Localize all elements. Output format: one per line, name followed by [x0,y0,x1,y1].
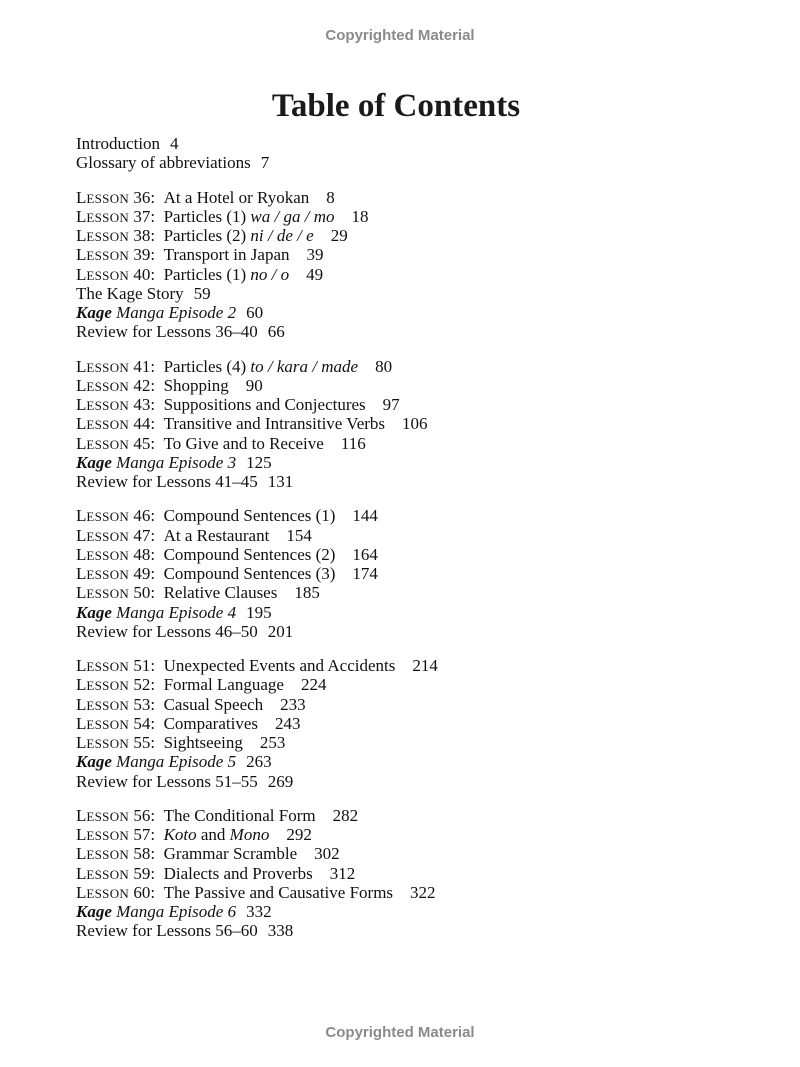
lesson-number: 44 [133,414,151,434]
lesson-number: 38 [133,226,151,245]
lesson-page: 80 [375,356,393,376]
lesson-entry [76,506,776,525]
lesson-number: 49 [133,564,151,583]
manga-episode-title [76,303,236,322]
lesson-title-part: Dialects and Proverbs [163,863,313,883]
lesson-word-rest: ESSON [86,586,130,602]
lesson-word-initial: L [76,356,87,376]
entry-page: 269 [267,771,294,791]
lesson-label: LESSON 59: [76,863,164,883]
entry-page: 125 [246,452,272,472]
lesson-number: 60 [133,882,151,902]
kage-word: Kage [76,902,112,921]
toc-entry [76,472,776,491]
lesson-title [164,506,336,525]
lesson-label: LESSON 50: [76,583,164,603]
lesson-word-rest: ESSON [86,509,130,525]
lesson-entry [76,357,776,376]
toc-entry [76,752,776,771]
entry-page: 59 [193,283,211,303]
entry-page: 201 [267,621,294,641]
lesson-word-initial: L [76,525,87,545]
lesson-word-rest: ESSON [86,885,130,901]
lesson-label: LESSON 51: [76,656,164,675]
lesson-page: 39 [306,245,324,265]
lesson-page: 302 [314,844,340,864]
lesson-entry [76,656,776,675]
lesson-number: 59 [133,863,151,883]
copyright-watermark-top: Copyrighted Material [325,27,475,44]
lesson-group [76,506,776,641]
lesson-entry [76,844,776,863]
lesson-word-initial: L [76,825,87,844]
lesson-page: 49 [306,264,324,284]
lesson-title [164,434,324,453]
kage-word: Kage [76,452,112,472]
lesson-label: LESSON 46: [76,506,164,526]
lesson-number: 50 [133,583,151,603]
entry-page: 263 [246,752,272,772]
lesson-title [164,844,298,863]
lesson-title-part: Particles (2) [163,226,251,245]
lesson-word-initial: L [76,506,87,526]
lesson-label: LESSON 44: [76,414,164,434]
lesson-word-rest: ESSON [86,659,130,674]
lesson-word-initial: L [76,206,87,226]
lesson-title-part: Compound Sentences (1) [163,506,336,526]
lesson-group [76,656,776,791]
lesson-title-part: Grammar Scramble [163,844,298,864]
lesson-title [164,864,313,883]
lesson-title [164,545,336,564]
toc-entry [76,603,776,622]
entry-page: 4 [170,134,179,153]
page-title: Table of Contents [271,88,521,124]
lesson-word-rest: ESSON [86,267,130,283]
lesson-title-part: At a Restaurant [163,525,270,545]
toc-entry [76,303,776,322]
lesson-number: 37 [133,206,151,226]
lesson-title [164,414,385,433]
entry-title: Review for Lessons 46–50 [76,621,258,641]
lesson-word-rest: ESSON [86,398,130,413]
lesson-word-initial: L [76,226,87,245]
lesson-word-rest: ESSON [86,248,130,264]
lesson-title-part: wa / ga / mo [250,206,335,226]
lesson-title-part: To Give and to Receive [163,433,324,453]
manga-episode-title [76,752,236,771]
lesson-word-rest: ESSON [86,417,130,433]
lesson-word-initial: L [76,733,87,752]
lesson-label: LESSON 58: [76,844,164,864]
manga-episode-title [76,603,236,622]
lesson-entry [76,545,776,564]
entry-page: 338 [267,921,294,941]
lesson-title-part: Relative Clauses [163,583,278,603]
lesson-word-rest: ESSON [86,678,130,694]
lesson-title-part: Mono [229,825,270,844]
lesson-entry [76,675,776,694]
lesson-label: LESSON 52: [76,675,164,695]
lesson-word-initial: L [76,395,87,414]
lesson-word-rest: ESSON [86,209,130,225]
lesson-word-rest: ESSON [86,359,130,375]
lesson-page: 174 [352,564,378,583]
lesson-entry [76,226,776,245]
lesson-title-part: Particles (1) [163,264,251,284]
lesson-word-rest: ESSON [86,847,130,863]
lesson-entry [76,395,776,414]
kage-word: Kage [76,303,112,322]
lesson-entry [76,434,776,453]
lesson-label: LESSON 45: [76,433,164,453]
lesson-number: 43 [133,395,151,414]
lesson-title-part: to / kara / made [250,356,359,376]
lesson-label: LESSON 40: [76,264,164,284]
entry-page: 332 [246,902,272,921]
lesson-word-rest: ESSON [86,866,130,882]
entry-title: Review for Lessons 56–60 [76,921,258,941]
entry-title: Review for Lessons 36–40 [76,322,258,342]
entry-title: Glossary of abbreviations [76,153,251,173]
entry-title: Review for Lessons 41–45 [76,472,258,491]
lesson-word-initial: L [76,583,87,603]
lesson-title [164,265,290,284]
lesson-word-initial: L [76,414,87,434]
lesson-title [164,583,278,602]
lesson-word-initial: L [76,882,87,902]
lesson-entry [76,864,776,883]
lesson-word-initial: L [76,544,87,564]
entry-page: 60 [246,303,264,322]
lesson-word-initial: L [76,375,87,395]
lesson-title [164,825,270,844]
lesson-page: 164 [352,544,378,564]
lesson-page: 282 [332,805,359,825]
toc-entry [76,921,776,940]
lesson-title-part: Compound Sentences (2) [163,544,336,564]
lesson-page: 8 [326,187,335,207]
lesson-group [76,806,776,941]
lesson-number: 47 [133,525,151,545]
entry-page: 131 [267,472,294,491]
lesson-page: 116 [340,433,366,453]
entry-title: The Kage Story [76,283,184,303]
toc-entry [76,322,776,341]
lesson-label: LESSON 47: [76,525,164,545]
lesson-number: 55 [133,733,151,752]
lesson-page: 154 [286,525,312,545]
lesson-entry [76,583,776,602]
lesson-title-part: Compound Sentences (3) [163,564,336,583]
lesson-page: 322 [410,882,436,902]
lesson-number: 53 [133,694,151,714]
lesson-label: LESSON 60: [76,882,164,902]
lesson-page: 233 [280,694,306,714]
lesson-title-part: Sightseeing [163,733,243,752]
lesson-word-initial: L [76,675,87,695]
lesson-word-rest: ESSON [86,190,130,206]
lesson-title [164,883,393,902]
lesson-number: 40 [133,264,151,284]
lesson-page: 185 [294,583,320,603]
lesson-group [76,357,776,492]
lesson-entry [76,207,776,226]
lesson-title [164,395,366,414]
lesson-number: 54 [133,713,151,733]
lesson-word-rest: ESSON [86,808,130,824]
kage-word: Kage [76,602,112,622]
lesson-label: LESSON 39: [76,245,164,265]
lesson-page: 292 [286,825,312,844]
lesson-number: 39 [133,245,151,265]
lesson-entry [76,714,776,733]
lesson-title-part: Transitive and Intransitive Verbs [163,414,386,434]
lesson-label: LESSON 55: [76,733,164,752]
lesson-group [76,188,776,342]
lesson-title-part: and [196,825,230,844]
lesson-entry [76,733,776,752]
lesson-label: LESSON 38: [76,226,164,245]
lesson-title [164,245,290,264]
lesson-entry [76,526,776,545]
lesson-label: LESSON 56: [76,805,164,825]
lesson-title-part: no / o [250,264,290,284]
lesson-label: LESSON 42: [76,375,164,395]
lesson-word-initial: L [76,245,87,265]
lesson-title [164,695,264,714]
table-of-contents [76,134,776,956]
lesson-label: LESSON 36: [76,187,164,207]
episode-name: Manga Episode 3 [111,452,237,472]
lesson-number: 41 [133,356,151,376]
lesson-number: 57 [133,825,151,844]
lesson-title [164,376,229,395]
manga-episode-title [76,902,236,921]
lesson-page: 106 [402,414,428,434]
lesson-entry [76,806,776,825]
entry-page: 7 [260,153,270,173]
lesson-word-initial: L [76,187,87,207]
lesson-title [164,656,396,675]
toc-entry [76,622,776,641]
lesson-entry [76,695,776,714]
lesson-page: 144 [352,506,378,526]
lesson-number: 51 [133,656,151,675]
lesson-label: LESSON 48: [76,544,164,564]
lesson-number: 48 [133,544,151,564]
lesson-entry [76,188,776,207]
lesson-title-part: Casual Speech [163,694,264,714]
lesson-label: LESSON 43: [76,395,164,414]
lesson-title-part: Shopping [163,375,229,395]
lesson-word-initial: L [76,713,87,733]
lesson-title [164,564,336,583]
lesson-page: 243 [274,713,301,733]
lesson-title-part: Comparatives [163,713,258,733]
lesson-word-rest: ESSON [86,697,130,713]
entry-title: Review for Lessons 51–55 [76,771,258,791]
lesson-word-rest: ESSON [86,547,130,563]
entry-page: 66 [267,322,285,342]
lesson-number: 52 [133,675,151,695]
lesson-word-initial: L [76,564,87,583]
lesson-word-rest: ESSON [86,567,130,582]
lesson-word-rest: ESSON [86,378,130,394]
lesson-word-initial: L [76,433,87,453]
lesson-word-rest: ESSON [86,229,130,244]
lesson-title-part: Particles (1) [163,206,251,226]
lesson-entry [76,245,776,264]
lesson-page: 29 [330,226,348,245]
lesson-word-initial: L [76,694,87,714]
lesson-word-rest: ESSON [86,436,130,452]
lesson-word-rest: ESSON [86,736,130,751]
lesson-title [164,714,258,733]
lesson-title-part: At a Hotel or Ryokan [163,187,310,207]
episode-name: Manga Episode 6 [111,902,237,921]
lesson-number: 58 [133,844,151,864]
toc-entry [76,772,776,791]
entry-title: Introduction [76,134,161,153]
lesson-title-part: Formal Language [163,675,284,695]
lesson-number: 36 [133,187,151,207]
lesson-entry [76,564,776,583]
lesson-number: 42 [133,375,151,395]
lesson-entry [76,376,776,395]
lesson-title-part: Koto [163,825,197,844]
lesson-entry [76,883,776,902]
lesson-title [164,526,270,545]
lesson-word-rest: ESSON [86,716,130,732]
lesson-title [164,806,316,825]
lesson-title-part: ni / de / e [250,226,314,245]
kage-word: Kage [76,752,112,772]
episode-name: Manga Episode 5 [111,752,237,772]
lesson-word-rest: ESSON [86,828,130,843]
lesson-label: LESSON 49: [76,564,164,583]
lesson-page: 97 [382,395,400,414]
lesson-number: 56 [133,805,151,825]
lesson-word-initial: L [76,656,87,675]
lesson-title [164,675,284,694]
lesson-label: LESSON 41: [76,356,164,376]
lesson-word-initial: L [76,264,87,284]
lesson-page: 214 [412,656,438,675]
toc-entry [76,134,776,153]
lesson-title-part: Suppositions and Conjectures [163,395,366,414]
entry-page: 195 [246,602,272,622]
lesson-word-initial: L [76,844,87,864]
lesson-title-part: Unexpected Events and Accidents [163,656,396,675]
lesson-page: 18 [351,206,369,226]
lesson-title [164,357,359,376]
toc-entry [76,902,776,921]
lesson-page: 90 [245,375,263,395]
episode-name: Manga Episode 4 [111,602,237,622]
lesson-word-rest: ESSON [86,528,130,544]
front-matter [76,134,776,173]
lesson-entry [76,414,776,433]
lesson-label: LESSON 53: [76,694,164,714]
lesson-label: LESSON 57: [76,825,164,844]
episode-name: Manga Episode 2 [111,303,237,322]
manga-episode-title [76,453,236,472]
lesson-word-initial: L [76,863,87,883]
toc-entry [76,153,776,172]
lesson-title [164,226,314,245]
lesson-title-part: Particles (4) [163,356,251,376]
lesson-page: 253 [259,733,286,752]
lesson-title-part: The Passive and Causative Forms [163,882,394,902]
lesson-title-part: The Conditional Form [163,805,316,825]
lesson-page: 224 [300,675,327,695]
lesson-word-initial: L [76,805,87,825]
lesson-label: LESSON 54: [76,713,164,733]
lesson-number: 45 [133,433,151,453]
lesson-page: 312 [329,863,356,883]
lesson-number: 46 [133,506,151,526]
copyright-watermark-bottom: Copyrighted Material [325,1024,475,1041]
lesson-title-part: Transport in Japan [163,245,290,265]
toc-entry [76,284,776,303]
lesson-entry [76,825,776,844]
lesson-label: LESSON 37: [76,206,164,226]
lesson-entry [76,265,776,284]
lesson-title [164,188,310,207]
toc-entry [76,453,776,472]
lesson-title [164,207,335,226]
lesson-title [164,733,243,752]
